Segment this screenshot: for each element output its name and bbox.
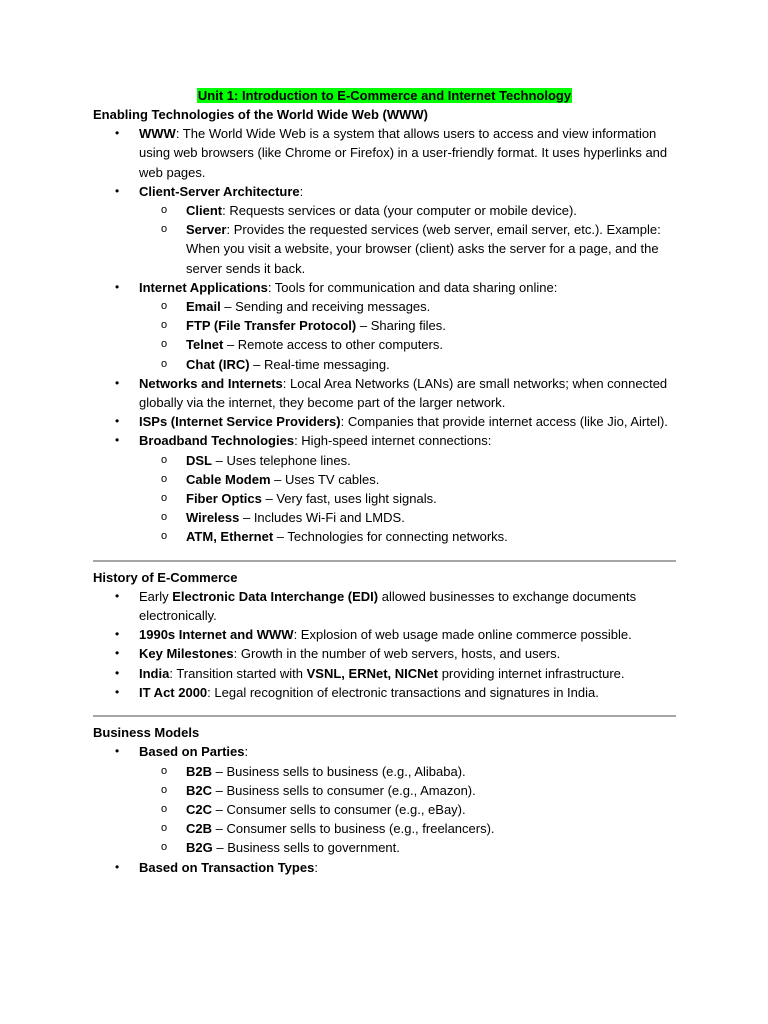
item-term: ATM, Ethernet <box>186 529 274 545</box>
section <box>93 568 676 702</box>
bullet-disc-icon: • <box>115 588 120 603</box>
item-text <box>139 627 632 642</box>
sub-list-item <box>139 781 676 800</box>
bullet-circle-icon: o <box>161 492 168 505</box>
item-text <box>186 299 430 314</box>
sub-list-item <box>139 297 676 316</box>
item-term: Fiber Optics <box>186 491 262 507</box>
item-description: – Remote access to other computers. <box>223 337 443 353</box>
sub-list-item <box>139 527 676 546</box>
bullet-disc-icon: • <box>115 126 120 141</box>
sub-list-item <box>139 335 676 354</box>
bullet-circle-icon: o <box>161 511 168 524</box>
item-description: : Requests services or data (your computer or mobile device). <box>222 203 577 219</box>
item-term: Internet Applications <box>139 279 268 295</box>
list-item <box>93 742 676 857</box>
item-description: : Tools for communication and data sharing online: <box>267 279 558 295</box>
item-text <box>139 414 668 429</box>
bullet-circle-icon: o <box>161 472 168 485</box>
item-text <box>139 280 557 295</box>
bullet-circle-icon: o <box>161 764 168 777</box>
item-term: DSL <box>186 452 212 468</box>
item-text <box>186 318 446 333</box>
item-term: 1990s Internet and WWW <box>139 627 294 643</box>
bullet-list <box>93 742 676 876</box>
item-description-secondary: providing internet infrastructure. <box>438 665 625 681</box>
item-term: Based on Transaction Types <box>139 859 315 875</box>
sections-container <box>93 105 676 877</box>
bullet-circle-icon: o <box>161 841 168 854</box>
sub-list-item <box>139 355 676 374</box>
item-text <box>139 860 318 875</box>
section-heading: History of E-Commerce <box>93 569 238 585</box>
item-description: – Includes Wi-Fi and LMDS. <box>239 510 405 526</box>
item-term: Wireless <box>186 510 240 526</box>
item-description: : Growth in the number of web servers, hosts, and users. <box>233 646 561 662</box>
sub-list <box>139 451 676 547</box>
item-description: : Companies that provide internet access (like Jio, Airtel). <box>340 414 668 430</box>
item-term: WWW <box>139 126 176 142</box>
sub-list-item <box>139 819 676 838</box>
item-description: : Local Area Networks (LANs) are small networks; when connected globally via the internet, they become part of the larger network. <box>139 375 668 411</box>
bullet-disc-icon: • <box>115 665 120 680</box>
list-item <box>93 587 676 625</box>
list-item <box>93 625 676 644</box>
item-text <box>186 222 661 275</box>
item-description: – Consumer sells to consumer (e.g., eBay). <box>212 801 466 817</box>
section <box>93 723 676 877</box>
bullet-circle-icon: o <box>161 223 168 236</box>
bullet-circle-icon: o <box>161 319 168 332</box>
bullet-disc-icon: • <box>115 859 120 874</box>
bullet-disc-icon: • <box>115 627 120 642</box>
section-divider <box>93 715 676 717</box>
item-description: – Real-time messaging. <box>249 356 390 372</box>
list-item <box>93 278 676 374</box>
item-description: – Business sells to government. <box>212 840 400 856</box>
item-text <box>139 685 599 700</box>
item-description: – Technologies for connecting networks. <box>273 529 508 545</box>
bullet-circle-icon: o <box>161 338 168 351</box>
item-term: Key Milestones <box>139 646 234 662</box>
item-text <box>139 589 636 623</box>
sub-list-item <box>139 316 676 335</box>
item-text <box>186 821 495 836</box>
item-term: C2C <box>186 801 213 817</box>
section <box>93 105 676 547</box>
bullet-circle-icon: o <box>161 453 168 466</box>
item-term: Client-Server Architecture <box>139 183 300 199</box>
bullet-disc-icon: • <box>115 183 120 198</box>
item-description: – Business sells to consumer (e.g., Amazon). <box>212 782 476 798</box>
sub-list-item <box>139 508 676 527</box>
item-description: : Transition started with <box>169 665 307 681</box>
sub-list-item <box>139 201 676 220</box>
item-description: – Consumer sells to business (e.g., freelancers). <box>212 821 495 837</box>
item-text <box>139 433 491 448</box>
item-description: – Uses TV cables. <box>270 471 380 487</box>
item-text <box>186 529 508 544</box>
item-description: : Legal recognition of electronic transactions and signatures in India. <box>207 684 599 700</box>
item-term: Broadband Technologies <box>139 433 295 449</box>
sub-list-item <box>139 489 676 508</box>
sub-list-item <box>139 220 676 278</box>
item-text <box>139 184 303 199</box>
item-text <box>186 453 351 468</box>
item-description: : Provides the requested services (web server, email server, etc.). Example: When you visit a website, your browser (client) asks the server for a page, and the server sends it back. <box>186 222 661 276</box>
item-term: C2B <box>186 821 213 837</box>
item-text <box>186 357 390 372</box>
list-item <box>93 124 676 182</box>
item-term: B2G <box>186 840 213 856</box>
section-divider <box>93 560 676 562</box>
sub-list-item <box>139 451 676 470</box>
item-description: – Uses telephone lines. <box>212 452 351 468</box>
item-description: – Very fast, uses light signals. <box>261 491 437 507</box>
item-term: Electronic Data Interchange (EDI) <box>172 588 379 604</box>
item-term: FTP (File Transfer Protocol) <box>186 318 357 334</box>
bullet-circle-icon: o <box>161 530 168 543</box>
item-text <box>186 491 437 506</box>
item-term: B2B <box>186 763 213 779</box>
item-term: Cable Modem <box>186 471 271 487</box>
document-title-line <box>93 86 676 105</box>
bullet-disc-icon: • <box>115 684 120 699</box>
item-text <box>186 802 466 817</box>
item-term-secondary: VSNL, ERNet, NICNet <box>306 665 439 681</box>
bullet-disc-icon: • <box>115 433 120 448</box>
item-term: Based on Parties <box>139 744 245 760</box>
bullet-list <box>93 124 676 546</box>
list-item <box>93 644 676 663</box>
item-term: India <box>139 665 170 681</box>
item-text <box>139 666 625 681</box>
item-description: : Explosion of web usage made online commerce possible. <box>293 627 632 643</box>
item-term: Email <box>186 299 221 315</box>
item-term: ISPs (Internet Service Providers) <box>139 414 341 430</box>
document-page <box>93 86 676 877</box>
sub-list <box>139 762 676 858</box>
list-item <box>93 683 676 702</box>
item-description: – Sending and receiving messages. <box>220 299 431 315</box>
item-term: Telnet <box>186 337 224 353</box>
item-text <box>186 472 379 487</box>
item-description: – Sharing files. <box>356 318 446 334</box>
item-term: Client <box>186 203 223 219</box>
sub-list-item <box>139 470 676 489</box>
item-term: Chat (IRC) <box>186 356 250 372</box>
item-text <box>186 764 466 779</box>
item-description: : <box>314 859 318 875</box>
item-text <box>186 337 443 352</box>
section-heading: Enabling Technologies of the World Wide Web (WWW) <box>93 107 428 122</box>
bullet-disc-icon: • <box>115 646 120 661</box>
bullet-circle-icon: o <box>161 783 168 796</box>
item-text <box>186 840 400 855</box>
item-text <box>139 744 248 759</box>
item-term: B2C <box>186 782 213 798</box>
section-heading: Business Models <box>93 725 200 741</box>
item-text <box>139 126 667 179</box>
item-description: : High-speed internet connections: <box>294 433 492 449</box>
bullet-circle-icon: o <box>161 204 168 217</box>
item-description: : The World Wide Web is a system that allows users to access and view information using web browsers (like Chrome or Firefox) in a user-friendly format. It uses hyperlinks and web pages. <box>139 126 668 180</box>
item-text <box>186 783 476 798</box>
item-description: allowed businesses to exchange documents electronically. <box>139 588 637 624</box>
list-item <box>93 858 676 877</box>
sub-list <box>139 201 676 278</box>
item-term: IT Act 2000 <box>139 684 208 700</box>
item-prefix: Early <box>139 588 173 604</box>
bullet-disc-icon: • <box>115 414 120 429</box>
sub-list-item <box>139 800 676 819</box>
item-description: – Business sells to business (e.g., Alibaba). <box>212 763 466 779</box>
bullet-disc-icon: • <box>115 279 120 294</box>
bullet-list <box>93 587 676 702</box>
bullet-circle-icon: o <box>161 357 168 370</box>
item-text <box>186 203 577 218</box>
document-title: Unit 1: Introduction to E-Commerce and Internet Technology <box>197 88 572 103</box>
list-item <box>93 431 676 546</box>
bullet-circle-icon: o <box>161 300 168 313</box>
item-description: : <box>299 183 304 199</box>
item-term: Networks and Internets <box>139 375 283 391</box>
item-text <box>139 376 667 410</box>
item-term: Server <box>186 222 227 238</box>
item-description: : <box>244 744 249 760</box>
list-item <box>93 412 676 431</box>
sub-list-item <box>139 762 676 781</box>
bullet-disc-icon: • <box>115 375 120 390</box>
list-item <box>93 374 676 412</box>
item-text <box>186 510 405 525</box>
list-item <box>93 182 676 278</box>
sub-list <box>139 297 676 374</box>
bullet-disc-icon: • <box>115 744 120 759</box>
bullet-circle-icon: o <box>161 822 168 835</box>
sub-list-item <box>139 838 676 857</box>
item-text <box>139 646 560 661</box>
bullet-circle-icon: o <box>161 802 168 815</box>
list-item <box>93 664 676 683</box>
